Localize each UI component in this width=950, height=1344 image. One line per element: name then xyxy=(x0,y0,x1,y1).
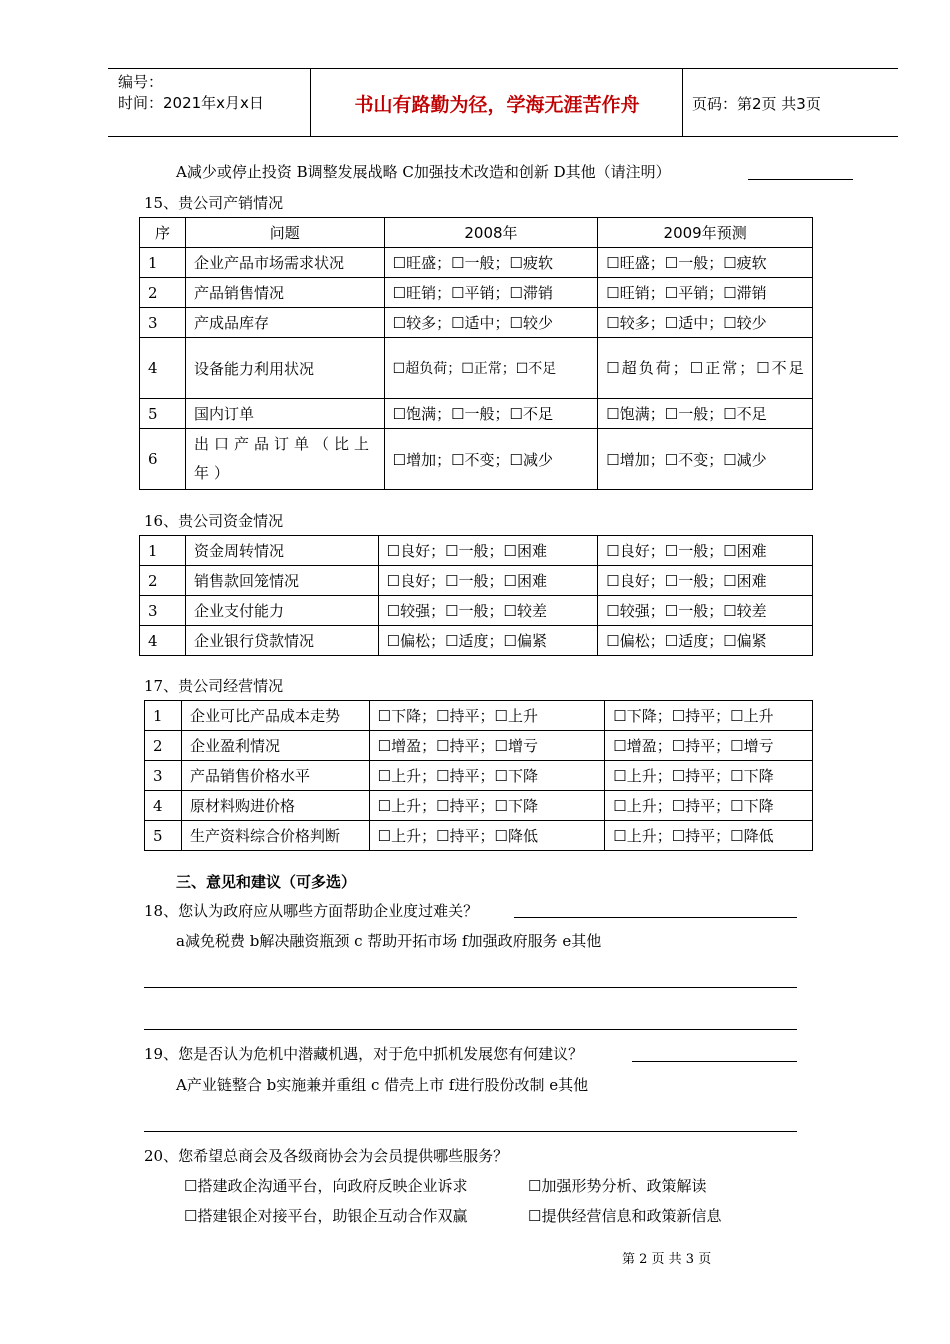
header-meta xyxy=(118,72,264,114)
choice-2008[interactable]: ☐偏松；☐适度；☐偏紧 xyxy=(378,626,598,656)
q14-options-text: A减少或停止投资 B调整发展战略 C加强技术改造和创新 D其他（请注明） xyxy=(176,163,671,181)
q18-options: a减免税费 b解决融资瓶颈 c 帮助开拓市场 f加强政府服务 e其他 xyxy=(176,932,602,950)
table-row xyxy=(140,248,813,278)
choice-2009[interactable]: ☐上升；☐持平；☐下降 xyxy=(605,761,813,791)
row-item: 销售款回笼情况 xyxy=(185,566,378,596)
header-divider-left xyxy=(310,68,311,136)
q17-table xyxy=(144,700,813,851)
choice-2009[interactable]: ☐良好；☐一般；☐困难 xyxy=(598,536,813,566)
q19-question: 19、您是否认为危机中潜藏机遇，对于危中抓机发展您有何建议？ xyxy=(144,1045,584,1063)
choice-2009[interactable]: ☐上升；☐持平；☐降低 xyxy=(605,821,813,851)
row-no: 2 xyxy=(145,731,182,761)
q20-option-1[interactable]: ☐搭建政企沟通平台，向政府反映企业诉求 xyxy=(184,1177,468,1195)
col-2008: 2008年 xyxy=(384,218,598,248)
q16-title: 16、贵公司资金情况 xyxy=(144,512,284,530)
row-no: 2 xyxy=(140,278,186,308)
table-row xyxy=(145,761,813,791)
table-row xyxy=(140,308,813,338)
q18-answer-line-2[interactable] xyxy=(144,1029,797,1030)
table-row xyxy=(140,626,813,656)
q19-answer-blank[interactable] xyxy=(632,1061,797,1062)
row-no: 1 xyxy=(140,248,186,278)
row-no: 5 xyxy=(145,821,182,851)
q18-answer-blank[interactable] xyxy=(514,917,797,918)
choice-2009[interactable]: ☐较强；☐一般；☐较差 xyxy=(598,596,813,626)
choice-2009[interactable]: ☐旺盛；☐一般；☐疲软 xyxy=(598,248,813,278)
choice-2008[interactable]: ☐较强；☐一般；☐较差 xyxy=(378,596,598,626)
choice-2009[interactable]: ☐下降；☐持平；☐上升 xyxy=(605,701,813,731)
q14-options xyxy=(176,161,671,182)
time-label: 时间：2021年x月x日 xyxy=(118,94,264,112)
row-no: 5 xyxy=(140,399,186,429)
serial-label: 编号： xyxy=(118,73,164,91)
section3-heading: 三、意见和建议（可多选） xyxy=(176,873,357,891)
q20-option-4[interactable]: ☐提供经营信息和政策新信息 xyxy=(528,1207,722,1225)
header-top-rule xyxy=(108,68,898,69)
choice-2008[interactable]: ☐良好；☐一般；☐困难 xyxy=(378,566,598,596)
choice-2009[interactable]: ☐超负荷；☐正常；☐不足 xyxy=(598,338,813,399)
choice-2009[interactable]: ☐旺销；☐平销；☐滞销 xyxy=(598,278,813,308)
choice-2008[interactable]: ☐超负荷；☐正常；☐不足 xyxy=(384,338,598,399)
choice-2008[interactable]: ☐下降；☐持平；☐上升 xyxy=(369,701,605,731)
row-no: 3 xyxy=(145,761,182,791)
q15-title: 15、贵公司产销情况 xyxy=(144,194,284,212)
table-row xyxy=(145,791,813,821)
row-item: 企业支付能力 xyxy=(185,596,378,626)
row-no: 3 xyxy=(140,308,186,338)
col-no: 序 xyxy=(140,218,186,248)
choice-2009[interactable]: ☐较多；☐适中；☐较少 xyxy=(598,308,813,338)
choice-2008[interactable]: ☐增加；☐不变；☐减少 xyxy=(384,429,598,490)
q20-question: 20、您希望总商会及各级商协会为会员提供哪些服务？ xyxy=(144,1147,509,1165)
table-row xyxy=(140,278,813,308)
q17-title: 17、贵公司经营情况 xyxy=(144,677,284,695)
row-item: 产品销售价格水平 xyxy=(181,761,369,791)
choice-2009[interactable]: ☐饱满；☐一般；☐不足 xyxy=(598,399,813,429)
row-item: 设备能力利用状况 xyxy=(185,338,384,399)
choice-2009[interactable]: ☐偏松；☐适度；☐偏紧 xyxy=(598,626,813,656)
q16-table xyxy=(139,535,813,656)
row-item: 资金周转情况 xyxy=(185,536,378,566)
choice-2008[interactable]: ☐上升；☐持平；☐下降 xyxy=(369,791,605,821)
choice-2008[interactable]: ☐增盈；☐持平；☐增亏 xyxy=(369,731,605,761)
row-no: 4 xyxy=(140,626,186,656)
table-row xyxy=(140,429,813,490)
q19-answer-line[interactable] xyxy=(144,1131,797,1132)
header-bottom-rule xyxy=(108,136,898,137)
header-divider-right xyxy=(682,68,683,136)
row-item: 生产资料综合价格判断 xyxy=(181,821,369,851)
page-footer: 第 2 页 共 3 页 xyxy=(622,1252,712,1267)
choice-2008[interactable]: ☐较多；☐适中；☐较少 xyxy=(384,308,598,338)
row-no: 4 xyxy=(140,338,186,399)
table-row xyxy=(140,338,813,399)
table-row xyxy=(145,821,813,851)
col-2009: 2009年预测 xyxy=(598,218,813,248)
row-no: 2 xyxy=(140,566,186,596)
choice-2008[interactable]: ☐上升；☐持平；☐下降 xyxy=(369,761,605,791)
choice-2008[interactable]: ☐良好；☐一般；☐困难 xyxy=(378,536,598,566)
q20-option-3[interactable]: ☐搭建银企对接平台，助银企互动合作双赢 xyxy=(184,1207,468,1225)
choice-2009[interactable]: ☐良好；☐一般；☐困难 xyxy=(598,566,813,596)
table-row xyxy=(140,596,813,626)
row-item: 产成品库存 xyxy=(185,308,384,338)
choice-2008[interactable]: ☐旺销；☐平销；☐滞销 xyxy=(384,278,598,308)
q15-header-row xyxy=(140,218,813,248)
row-no: 1 xyxy=(145,701,182,731)
table-row xyxy=(140,566,813,596)
table-row xyxy=(140,536,813,566)
q18-question: 18、您认为政府应从哪些方面帮助企业度过难关？ xyxy=(144,902,479,920)
row-no: 6 xyxy=(140,429,186,490)
row-item: 企业银行贷款情况 xyxy=(185,626,378,656)
q18-answer-line-1[interactable] xyxy=(144,987,797,988)
table-row xyxy=(140,399,813,429)
row-item: 国内订单 xyxy=(185,399,384,429)
q14-blank[interactable] xyxy=(748,179,853,180)
q19-options: A产业链整合 b实施兼并重组 c 借壳上市 f进行股份改制 e其他 xyxy=(176,1076,589,1094)
row-item: 企业盈利情况 xyxy=(181,731,369,761)
row-item: 原材料购进价格 xyxy=(181,791,369,821)
choice-2009[interactable]: ☐增加；☐不变；☐减少 xyxy=(598,429,813,490)
row-no: 4 xyxy=(145,791,182,821)
q20-option-2[interactable]: ☐加强形势分析、政策解读 xyxy=(528,1177,707,1195)
row-item: 企业产品市场需求状况 xyxy=(185,248,384,278)
row-item: 出口产品订单（比上年） xyxy=(185,429,384,490)
header-page-label: 页码：第2页 共3页 xyxy=(692,95,821,113)
header-motto: 书山有路勤为径，学海无涯苦作舟 xyxy=(354,94,640,116)
row-no: 3 xyxy=(140,596,186,626)
choice-2008[interactable]: ☐旺盛；☐一般；☐疲软 xyxy=(384,248,598,278)
q15-table xyxy=(139,217,813,490)
table-row xyxy=(145,731,813,761)
row-item: 产品销售情况 xyxy=(185,278,384,308)
col-question: 问题 xyxy=(185,218,384,248)
choice-2008[interactable]: ☐上升；☐持平；☐降低 xyxy=(369,821,605,851)
choice-2009[interactable]: ☐上升；☐持平；☐下降 xyxy=(605,791,813,821)
table-row xyxy=(145,701,813,731)
row-item: 企业可比产品成本走势 xyxy=(181,701,369,731)
choice-2009[interactable]: ☐增盈；☐持平；☐增亏 xyxy=(605,731,813,761)
choice-2008[interactable]: ☐饱满；☐一般；☐不足 xyxy=(384,399,598,429)
row-no: 1 xyxy=(140,536,186,566)
